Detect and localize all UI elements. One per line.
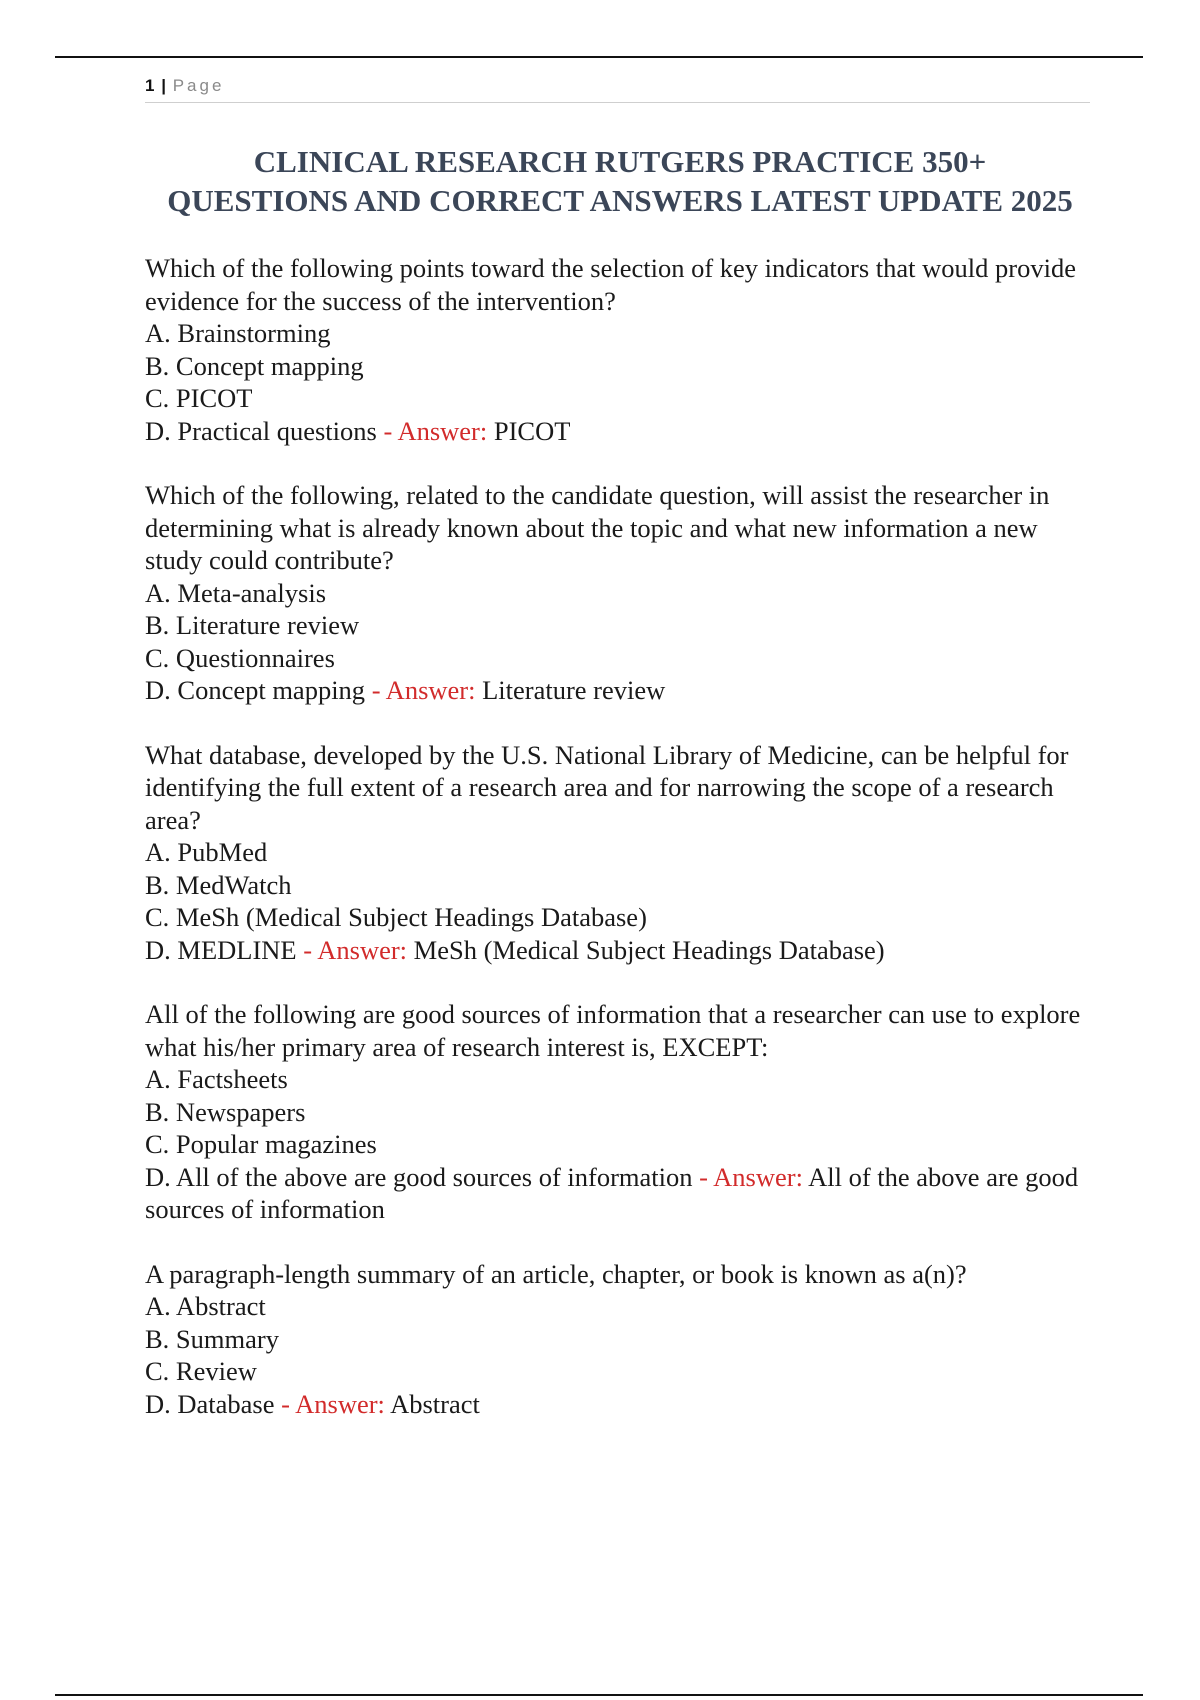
answer-label: - Answer: [281, 1388, 385, 1419]
title-line-2: QUESTIONS AND CORRECT ANSWERS LATEST UPDATE 2025 [167, 183, 1073, 218]
option-b: B. Summary [145, 1323, 279, 1354]
question-text: Which of the following points toward the selection of key indicators that would provide evidence for the success of the intervention? [145, 253, 1076, 316]
option-d: D. Database [145, 1388, 275, 1419]
answer-label: - Answer: [371, 675, 476, 705]
answer-value: MeSh (Medical Subject Headings Database) [413, 934, 885, 965]
answer-value: Literature review [482, 675, 666, 705]
answer-value: All of the above are good sources of information [145, 1161, 1079, 1224]
option-d: D. Practical questions [145, 415, 377, 446]
document-title [125, 142, 1115, 220]
page-number: 1 [145, 76, 155, 95]
answer-label: - Answer: [383, 415, 488, 446]
option-a: A. Abstract [145, 1291, 266, 1321]
option-b: B. MedWatch [145, 869, 292, 900]
option-d-with-answer [145, 1388, 1090, 1421]
question-item [145, 1258, 1090, 1421]
option-d: D. Concept mapping [145, 675, 366, 705]
page-label: Page [172, 76, 225, 95]
option-b: B. Literature review [145, 610, 360, 640]
option-a: A. Factsheets [145, 1064, 288, 1094]
question-item [145, 479, 1090, 707]
question-text: All of the following are good sources of information that a researcher can use to explore what his/her primary area of research interest is, EXCEPT: [145, 999, 1081, 1062]
option-d-with-answer [145, 934, 1090, 967]
option-d: D. All of the above are good sources of information [145, 1161, 693, 1192]
question-text: Which of the following, related to the candidate question, will assist the researcher in determining what is already known about the topic and what new information a new study could contribute? [145, 480, 1050, 575]
title-line-1: CLINICAL RESEARCH RUTGERS PRACTICE 350+ [253, 144, 987, 179]
option-a: A. PubMed [145, 837, 268, 867]
option-d: D. MEDLINE [145, 934, 297, 965]
page-header [145, 72, 1090, 103]
option-b: B. Newspapers [145, 1096, 306, 1127]
top-rule [55, 56, 1143, 58]
page-separator: | [161, 76, 166, 95]
option-c: C. MeSh (Medical Subject Headings Database) [145, 902, 647, 932]
question-text: What database, developed by the U.S. National Library of Medicine, can be helpful for identifying the full extent of a research area and for narrowing the scope of a research area? [145, 739, 1069, 835]
answer-label: - Answer: [699, 1161, 803, 1192]
answer-value: PICOT [493, 415, 571, 446]
option-c: C. Popular magazines [145, 1129, 377, 1159]
bottom-rule [55, 1694, 1143, 1696]
option-d-with-answer [145, 1161, 1090, 1226]
option-d-with-answer [145, 415, 1090, 448]
answer-label: - Answer: [303, 934, 408, 965]
option-a: A. Meta-analysis [145, 577, 327, 608]
option-c: C. Questionnaires [145, 642, 335, 673]
question-text: A paragraph-length summary of an article, chapter, or book is known as a(n)? [145, 1258, 967, 1289]
option-d-with-answer [145, 674, 1090, 707]
option-a: A. Brainstorming [145, 318, 331, 348]
answer-value: Abstract [390, 1388, 480, 1419]
question-item [145, 252, 1090, 447]
option-c: C. Review [145, 1356, 257, 1386]
question-item [145, 739, 1090, 967]
question-list [145, 252, 1090, 1452]
question-item [145, 998, 1090, 1226]
option-b: B. Concept mapping [145, 350, 364, 381]
option-c: C. PICOT [145, 383, 253, 413]
